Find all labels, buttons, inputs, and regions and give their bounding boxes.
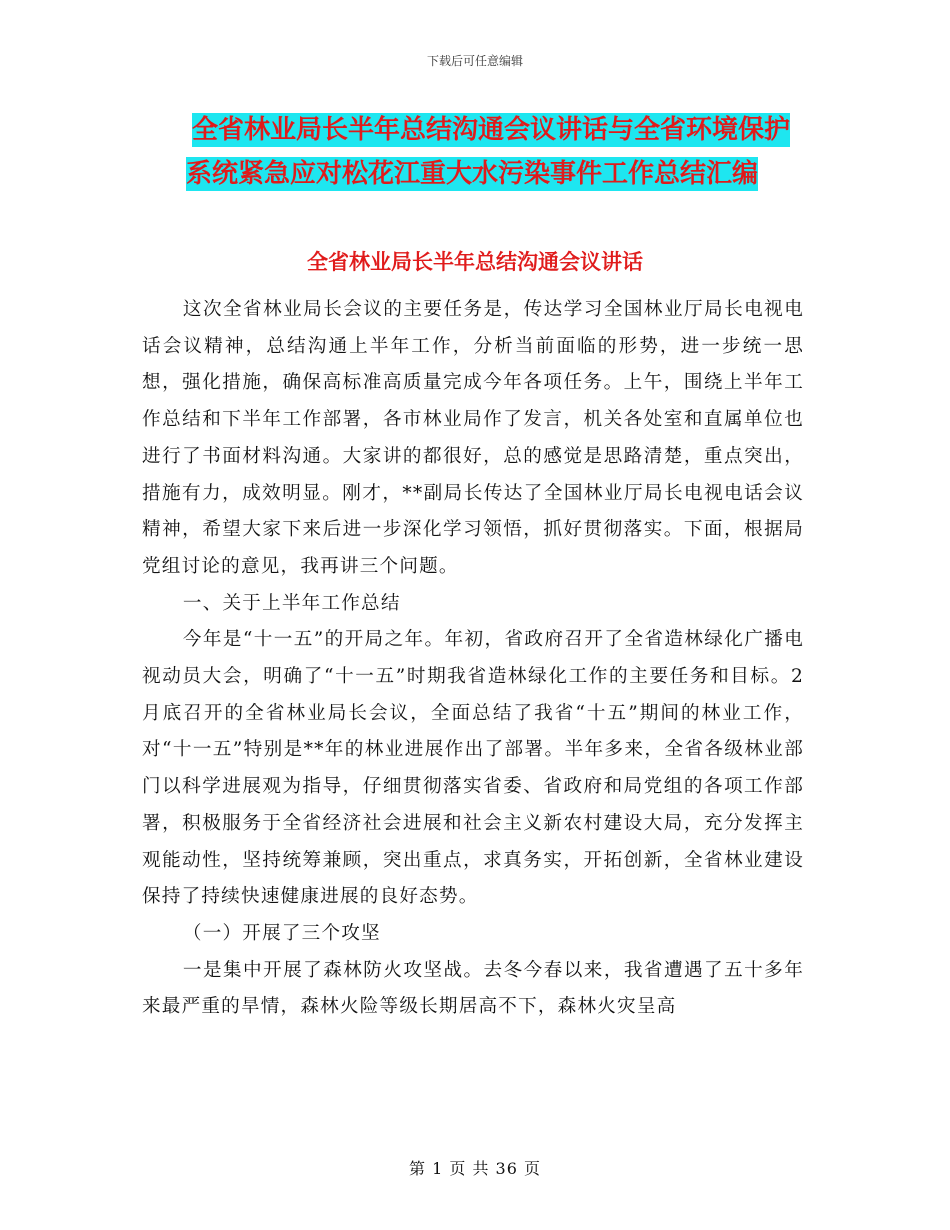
document-title-line-2-text: 系统紧急应对松花江重大水污染事件工作总结汇编 [186,159,759,189]
document-title-line-2 [186,156,826,192]
paragraph: 这次全省林业局长会议的主要任务是，传达学习全国林业厅局长电视电话会议精神，总结沟通上半年工作，分析当前面临的形势，进一步统一思想，强化措施，确保高标准高质量完成今年各项任务。上午，围绕上半年工作总结和下半年工作部署，各市林业局作了发言，机关各处室和直属单位也进行了书面材料沟通。大家讲的都很好，总的感觉是思路清楚，重点突出，措施有力，成效明显。刚才，**副局长传达了全国林业厅局长电视电话会议精神，希望大家下来后进一步深化学习领悟，抓好贯彻落实。下面，根据局党组讨论的意见，我再讲三个问题。 [142,299,804,577]
document-title-line-1 [192,112,832,148]
document-title-line-1-text: 全省林业局长半年总结沟通会议讲话与全省环境保护 [192,115,791,145]
paragraph-subheading: （一）开展了三个攻坚 [182,922,381,944]
section-title: 全省林业局长半年总结沟通会议讲话 [307,250,643,274]
body-text [142,292,804,1026]
paragraph: 一是集中开展了森林防火攻坚战。去冬今春以来，我省遭遇了五十多年来最严重的旱情，森林火险等级长期居高不下，森林火灾呈高 [142,959,804,1018]
paragraph: 今年是“十一五”的开局之年。年初，省政府召开了全省造林绿化广播电视动员大会，明确了“十一五”时期我省造林绿化工作的主要任务和目标。2月底召开的全省林业局长会议，全面总结了我省“十五”期间的林业工作，对“十一五”特别是**年的林业进展作出了部署。半年多来，全省各级林业部门以科学进展观为指导，仔细贯彻落实省委、省政府和局党组的各项工作部署，积极服务于全省经济社会进展和社会主义新农村建设大局，充分发挥主观能动性，坚持统筹兼顾，突出重点，求真务实，开拓创新，全省林业建设保持了持续快速健康进展的良好态势。 [142,629,804,908]
paragraph-heading: 一、关于上半年工作总结 [182,592,401,614]
page-footer: 第 1 页 共 36 页 [409,1159,541,1178]
header-note: 下载后可任意编辑 [426,54,523,68]
